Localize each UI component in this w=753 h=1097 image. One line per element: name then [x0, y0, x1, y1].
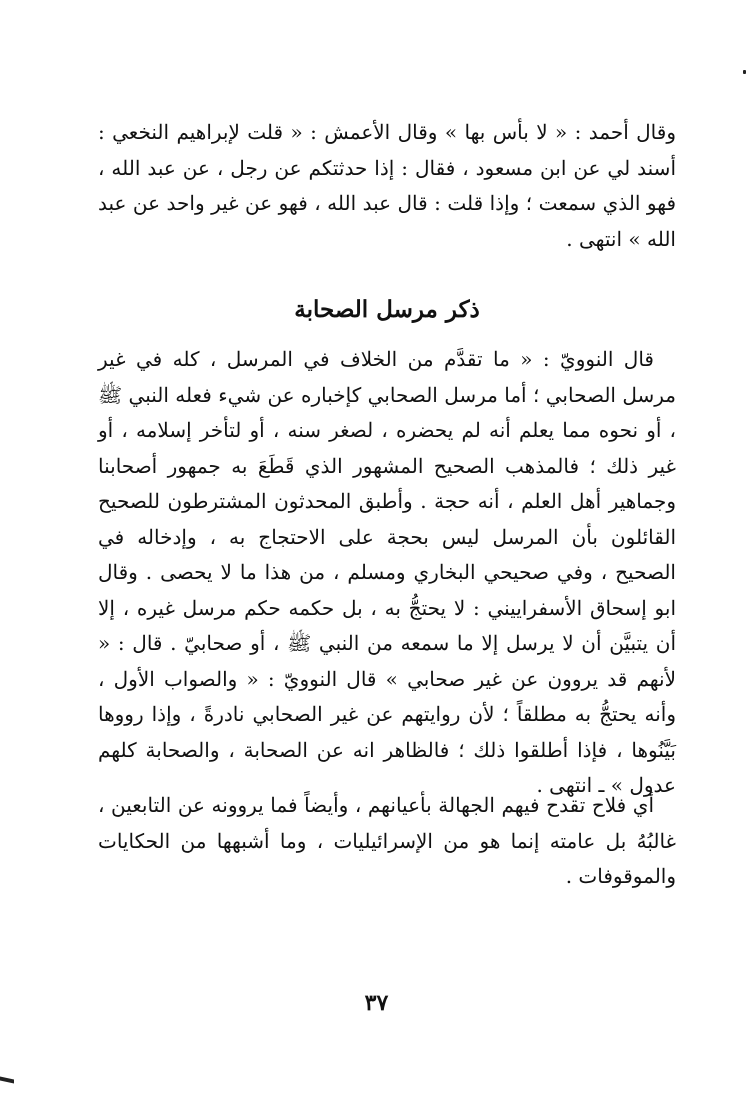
- scan-speck: [743, 70, 746, 74]
- section-heading: ذكر مرسل الصحابة: [294, 296, 480, 323]
- scan-edge-mark: [0, 1077, 14, 1084]
- paragraph-ahmad-aamash: وقال أحمد : « لا بأس بها » وقال الأعمش : « قلت لإبراهيم النخعي : أسند لي عن ابن مسعود ، فقال : إذا حدثتكم عن رجل ، عن عبد الله ، فهو الذي سمعت ؛ وإذا قلت : قال عبد الله ، فهو عن غير واحد عن عبد الله » انتهى .: [98, 120, 676, 251]
- page-number: ٣٧: [364, 990, 389, 1016]
- paragraph-nawawi: قال النوويّ : « ما تقدَّم من الخلاف في المرسل ، كله في غير مرسل الصحابي ؛ أما مرسل الصحابي كإخباره عن شيء فعله النبي ﷺ ، أو نحوه مما يعلم أنه لم يحضره ، لصغر سنه ، أو لتأخر إسلامه ، أو غير ذلك ؛ فالمذهب الصحيح المشهور الذي قَطَعَ به جمهور أصحابنا وجماهير أهل العلم ، أنه حجة . وأطبق المحدثون المشترطون للصحيح القائلون بأن المرسل ليس بحجة على الاحتجاج به ، وإدخاله في الصحيح ، وفي صحيحي البخاري ومسلم ، من هذا ما لا يحصى . وقال ابو إسحاق الأسفراييني : لا يحتجُّ به ، بل حكمه حكم مرسل غيره ، إلا أن يتبيَّن أن لا يرسل إلا ما سمعه من النبي ﷺ ، أو صحابيّ . قال : « لأنهم قد يروون عن غير صحابي » قال النوويّ : « والصواب الأول ، وأنه يحتجُّ به مطلقاً ؛ لأن روايتهم عن غير الصحابي نادرةً ، وإذا رووها بَيَّنُوها ، فإذا أطلقوا ذلك ؛ فالظاهر انه عن الصحابة ، والصحابة كلهم عدول » ـ انتهى .: [98, 347, 676, 797]
- paragraph-conclusion: أي فلاح تقدح فيهم الجهالة بأعيانهم ، وأيضاً فما يروونه عن التابعين ، غالبُهُ بل عامته إنما هو من الإسرائيليات ، وما أشبهها من الحكايات والموقوفات .: [98, 793, 676, 888]
